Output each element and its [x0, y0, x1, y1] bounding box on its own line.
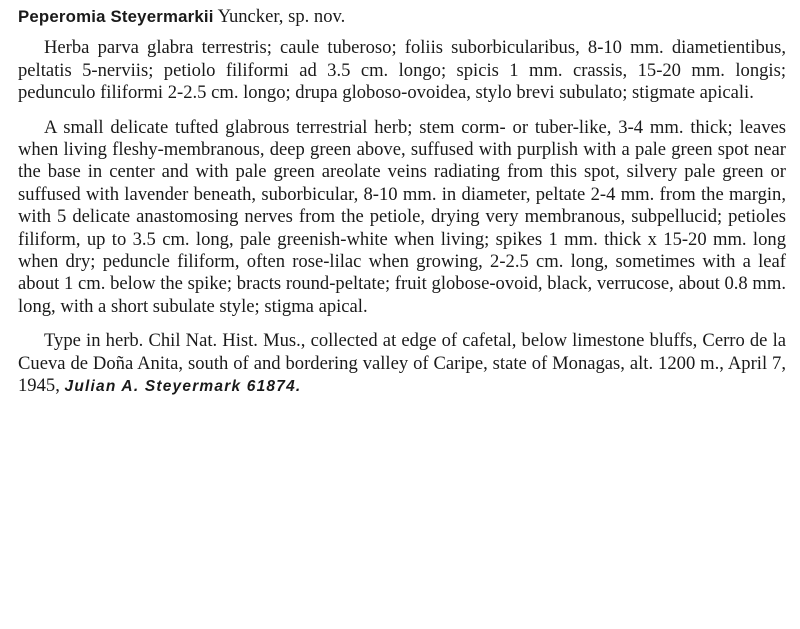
type-specimen-text: Type in herb. Chil Nat. Hist. Mus., collected at edge of cafetal, below limestone bluffs, Cerro de la Cueva de Doña Anita, south of and bordering valley of Caripe, state of Monagas, alt. 1200 m., April 7, 1945,	[18, 330, 786, 397]
english-description: A small delicate tufted glabrous terrestrial herb; stem corm- or tuber-like, 3-4 mm. thick; leaves when living fleshy-membranous, deep green above, suffused with purplish with a pale green spot near the base in center and with pale green areolate veins radiating from this spot, silvery pale green or suffused with lavender beneath, suborbicular, 8-10 mm. in diameter, peltate 2-4 mm. from the margin, with 5 delicate anastomosing nerves from the petiole, drying very membranous, subpellucid; petioles filiform, up to 3.5 cm. long, pale greenish-white when living; spikes 1 mm. thick x 15-20 mm. long when dry; peduncle filiform, often rose-lilac when growing, 2-2.5 cm. long, sometimes with a leaf about 1 cm. below the spike; bracts round-peltate; fruit globose-ovoid, black, verrucose, about 0.8 mm. long, with a short subulate style; stigma apical.	[18, 116, 786, 317]
species-name: Peperomia Steyermarkii	[18, 7, 214, 26]
species-heading	[18, 6, 786, 28]
latin-description: Herba parva glabra terrestris; caule tuberoso; foliis suborbicularibus, 8-10 mm. diametientibus, peltatis 5-nerviis; petiolo filiformi ad 3.5 cm. longo; spicis 1 mm. crassis, 15-20 mm. longis; pedunculo filiformi 2-2.5 cm. longo; drupa globoso-ovoidea, stylo brevi subulato; stigmate apicali.	[18, 37, 786, 104]
type-specimen-paragraph	[18, 330, 786, 398]
collector-citation: Julian A. Steyermark 61874.	[64, 378, 302, 396]
species-author: Yuncker, sp. nov.	[217, 6, 346, 27]
